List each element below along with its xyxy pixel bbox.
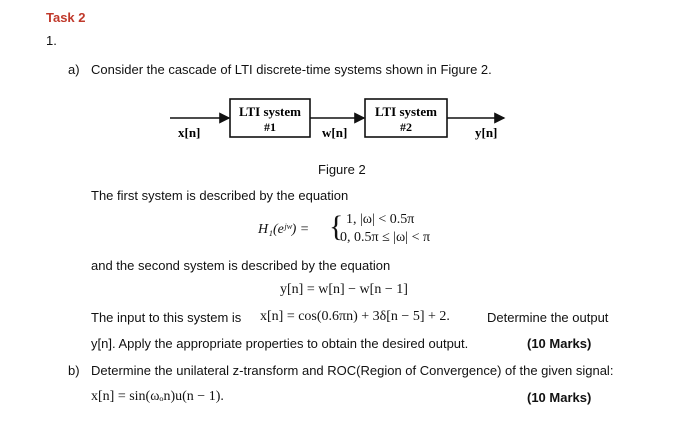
second-system-text: and the second system is described by the equation	[91, 258, 391, 273]
input-label: x[n]	[178, 125, 201, 140]
eq2: y[n] = w[n] − w[n − 1]	[280, 282, 408, 297]
question-number: 1.	[46, 33, 57, 48]
middle-label: w[n]	[322, 125, 348, 140]
figure-caption: Figure 2	[318, 162, 366, 177]
eq1-lhs: H₁(eʲʷ) =	[258, 222, 310, 237]
input-text-post: Determine the output	[487, 310, 609, 325]
apply-text: y[n]. Apply the appropriate properties to obtain the desired output.	[91, 336, 469, 351]
part-a-marks: (10 Marks)	[527, 336, 592, 351]
eq1-case2: 0, 0.5π ≤ |ω| < π	[340, 230, 431, 245]
part-b-signal: x[n] = sin(ωₒn)u(n − 1).	[91, 389, 224, 404]
block1-line1: LTI system	[238, 104, 302, 119]
part-b-label: b)	[68, 363, 80, 378]
first-system-text: The first system is described by the equation	[91, 188, 349, 203]
output-label: y[n]	[475, 125, 498, 140]
cascade-diagram	[170, 94, 510, 154]
input-text-pre: The input to this system is	[91, 310, 242, 325]
part-a-label: a)	[68, 62, 80, 77]
eq1-case1: 1, |ω| < 0.5π	[346, 212, 415, 227]
block2-line1: LTI system	[374, 104, 438, 119]
part-b-text: Determine the unilateral z-transform and ROC(Region of Convergence) of the given signal:	[91, 363, 614, 378]
eq1-brace: {	[329, 210, 344, 243]
task-title: Task 2	[46, 10, 86, 25]
part-a-intro: Consider the cascade of LTI discrete-time systems shown in Figure 2.	[91, 62, 492, 77]
block2-line2: #2	[400, 120, 412, 134]
part-b-marks: (10 Marks)	[527, 390, 592, 405]
block1-line2: #1	[264, 120, 276, 134]
input-expression: x[n] = cos(0.6πn) + 3δ[n − 5] + 2.	[260, 309, 450, 324]
